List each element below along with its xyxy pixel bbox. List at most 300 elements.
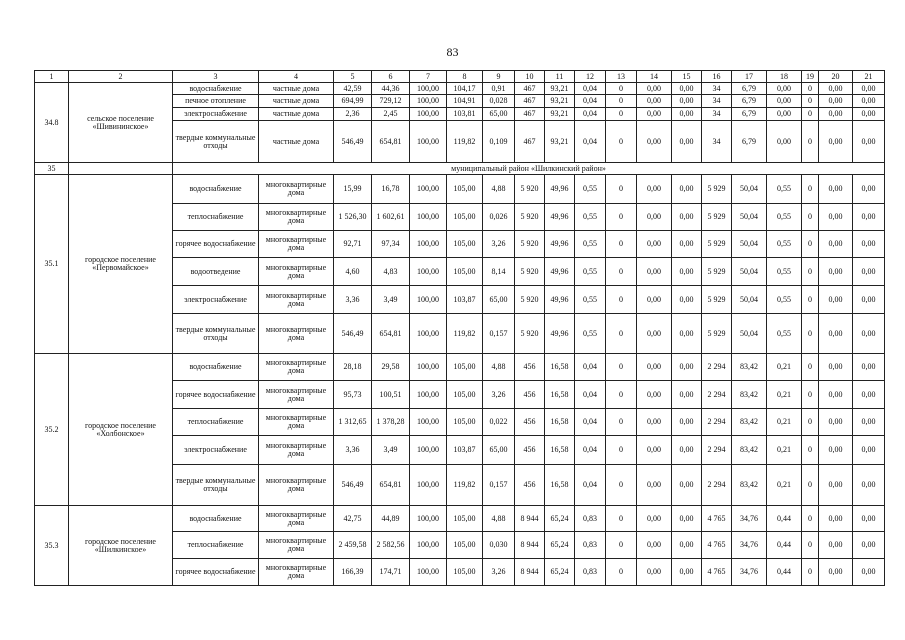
value-cell: 0,04	[575, 465, 606, 506]
settlement-number: 34.8	[35, 83, 69, 163]
value-cell: 0,00	[819, 231, 853, 258]
value-cell: 0,00	[672, 231, 702, 258]
settlement-name: сельское поселение «Шивининское»	[69, 83, 173, 163]
value-cell: 4,88	[483, 175, 515, 204]
section-title: муниципальный район «Шилкинский район»	[173, 163, 885, 175]
value-cell: 0,00	[637, 121, 672, 163]
value-cell: 0,00	[637, 108, 672, 121]
value-cell: 6,79	[732, 95, 767, 108]
value-cell: 1 378,28	[372, 409, 410, 436]
value-cell: 2 294	[702, 381, 732, 409]
value-cell: 100,51	[372, 381, 410, 409]
value-cell: 0,00	[853, 559, 885, 586]
service-type: теплоснабжение	[173, 204, 259, 231]
housing-type: многоквартирные дома	[259, 204, 334, 231]
service-type: водоснабжение	[173, 506, 259, 532]
value-cell: 3,49	[372, 286, 410, 314]
tariff-table	[34, 70, 885, 586]
value-cell: 0,00	[767, 95, 802, 108]
value-cell: 0,55	[575, 204, 606, 231]
value-cell: 44,89	[372, 506, 410, 532]
service-type: твердые коммунальные отходы	[173, 121, 259, 163]
value-cell: 3,26	[483, 231, 515, 258]
service-type: горячее водоснабжение	[173, 381, 259, 409]
value-cell: 0,00	[672, 354, 702, 381]
value-cell: 0	[606, 231, 637, 258]
value-cell: 0,00	[819, 409, 853, 436]
value-cell: 0,00	[637, 204, 672, 231]
value-cell: 50,04	[732, 175, 767, 204]
column-number: 9	[483, 71, 515, 83]
value-cell: 0	[606, 532, 637, 559]
value-cell: 0	[606, 175, 637, 204]
page-number: 83	[446, 45, 459, 59]
column-number: 6	[372, 71, 410, 83]
column-number: 5	[334, 71, 372, 83]
value-cell: 0,00	[853, 231, 885, 258]
value-cell: 5 920	[515, 231, 545, 258]
value-cell: 0,00	[672, 314, 702, 354]
value-cell: 0,00	[853, 409, 885, 436]
column-number: 17	[732, 71, 767, 83]
value-cell: 100,00	[410, 409, 447, 436]
value-cell: 34	[702, 83, 732, 95]
value-cell: 16,58	[545, 381, 575, 409]
value-cell: 83,42	[732, 354, 767, 381]
value-cell: 0,00	[819, 381, 853, 409]
value-cell: 0,00	[819, 108, 853, 121]
value-cell: 119,82	[447, 465, 483, 506]
value-cell: 93,21	[545, 121, 575, 163]
value-cell: 0	[802, 465, 819, 506]
value-cell: 0,21	[767, 465, 802, 506]
table-row	[35, 506, 885, 532]
value-cell: 0,00	[819, 83, 853, 95]
value-cell: 34,76	[732, 532, 767, 559]
value-cell: 28,18	[334, 354, 372, 381]
housing-type: многоквартирные дома	[259, 532, 334, 559]
housing-type: многоквартирные дома	[259, 465, 334, 506]
value-cell: 0,00	[819, 559, 853, 586]
value-cell: 16,78	[372, 175, 410, 204]
value-cell: 456	[515, 381, 545, 409]
value-cell: 103,87	[447, 436, 483, 465]
column-number: 7	[410, 71, 447, 83]
value-cell: 16,58	[545, 354, 575, 381]
value-cell: 4,60	[334, 258, 372, 286]
value-cell: 0,00	[637, 286, 672, 314]
value-cell: 0	[802, 231, 819, 258]
value-cell: 0,00	[853, 121, 885, 163]
value-cell: 93,21	[545, 108, 575, 121]
column-number: 10	[515, 71, 545, 83]
value-cell: 0,55	[575, 231, 606, 258]
value-cell: 654,81	[372, 121, 410, 163]
value-cell: 0,00	[819, 354, 853, 381]
value-cell: 0,00	[767, 83, 802, 95]
value-cell: 5 920	[515, 314, 545, 354]
value-cell: 4 765	[702, 559, 732, 586]
value-cell: 0,00	[767, 108, 802, 121]
value-cell: 65,24	[545, 506, 575, 532]
value-cell: 2 294	[702, 436, 732, 465]
value-cell: 0,00	[637, 231, 672, 258]
column-number: 19	[802, 71, 819, 83]
value-cell: 0	[606, 354, 637, 381]
value-cell: 0,55	[767, 204, 802, 231]
value-cell: 0,00	[637, 95, 672, 108]
value-cell: 100,00	[410, 559, 447, 586]
value-cell: 2 294	[702, 354, 732, 381]
value-cell: 119,82	[447, 314, 483, 354]
value-cell: 0,55	[767, 175, 802, 204]
value-cell: 456	[515, 354, 545, 381]
value-cell: 15,99	[334, 175, 372, 204]
value-cell: 0,55	[767, 258, 802, 286]
column-number: 11	[545, 71, 575, 83]
column-number: 20	[819, 71, 853, 83]
service-type: электроснабжение	[173, 436, 259, 465]
value-cell: 0	[802, 83, 819, 95]
value-cell: 65,00	[483, 286, 515, 314]
value-cell: 16,58	[545, 409, 575, 436]
value-cell: 100,00	[410, 314, 447, 354]
value-cell: 0,157	[483, 465, 515, 506]
value-cell: 0,00	[672, 532, 702, 559]
value-cell: 0,028	[483, 95, 515, 108]
value-cell: 0,00	[637, 258, 672, 286]
value-cell: 0,55	[575, 258, 606, 286]
value-cell: 0,04	[575, 83, 606, 95]
value-cell: 2 459,58	[334, 532, 372, 559]
value-cell: 0,00	[672, 83, 702, 95]
value-cell: 2,36	[334, 108, 372, 121]
value-cell: 49,96	[545, 258, 575, 286]
value-cell: 4,88	[483, 354, 515, 381]
value-cell: 93,21	[545, 83, 575, 95]
value-cell: 0,00	[853, 506, 885, 532]
value-cell: 0,026	[483, 204, 515, 231]
value-cell: 0,157	[483, 314, 515, 354]
settlement-number: 35.1	[35, 175, 69, 354]
value-cell: 8 944	[515, 559, 545, 586]
value-cell: 5 929	[702, 258, 732, 286]
housing-type: частные дома	[259, 83, 334, 95]
value-cell: 3,36	[334, 436, 372, 465]
value-cell: 4,83	[372, 258, 410, 286]
value-cell: 100,00	[410, 506, 447, 532]
value-cell: 0	[802, 95, 819, 108]
column-number: 2	[69, 71, 173, 83]
value-cell: 0,00	[853, 354, 885, 381]
value-cell: 0,55	[575, 314, 606, 354]
value-cell: 0,44	[767, 559, 802, 586]
header-row	[35, 71, 885, 83]
value-cell: 0,55	[575, 286, 606, 314]
value-cell: 0	[802, 381, 819, 409]
column-number: 1	[35, 71, 69, 83]
value-cell: 729,12	[372, 95, 410, 108]
value-cell: 0,00	[637, 314, 672, 354]
value-cell: 0,00	[853, 204, 885, 231]
value-cell: 0,00	[819, 121, 853, 163]
value-cell: 29,58	[372, 354, 410, 381]
value-cell: 42,59	[334, 83, 372, 95]
value-cell: 50,04	[732, 314, 767, 354]
value-cell: 16,58	[545, 436, 575, 465]
value-cell: 0,55	[767, 314, 802, 354]
value-cell: 0,00	[819, 314, 853, 354]
value-cell: 100,00	[410, 532, 447, 559]
value-cell: 0,83	[575, 559, 606, 586]
value-cell: 8,14	[483, 258, 515, 286]
value-cell: 49,96	[545, 175, 575, 204]
value-cell: 16,58	[545, 465, 575, 506]
service-type: твердые коммунальные отходы	[173, 314, 259, 354]
value-cell: 0	[606, 506, 637, 532]
value-cell: 105,00	[447, 506, 483, 532]
value-cell: 100,00	[410, 231, 447, 258]
value-cell: 0	[802, 409, 819, 436]
settlement-number: 35.3	[35, 506, 69, 586]
value-cell: 34	[702, 108, 732, 121]
section-row	[35, 163, 885, 175]
value-cell: 0,04	[575, 108, 606, 121]
column-number: 15	[672, 71, 702, 83]
value-cell: 105,00	[447, 532, 483, 559]
value-cell: 0,55	[767, 231, 802, 258]
value-cell: 0,21	[767, 354, 802, 381]
value-cell: 44,36	[372, 83, 410, 95]
value-cell: 0	[606, 314, 637, 354]
value-cell: 0,00	[853, 258, 885, 286]
value-cell: 1 312,65	[334, 409, 372, 436]
value-cell: 50,04	[732, 204, 767, 231]
value-cell: 467	[515, 95, 545, 108]
housing-type: многоквартирные дома	[259, 175, 334, 204]
value-cell: 0,04	[575, 409, 606, 436]
value-cell: 0,022	[483, 409, 515, 436]
value-cell: 0	[606, 409, 637, 436]
value-cell: 0	[802, 108, 819, 121]
value-cell: 95,73	[334, 381, 372, 409]
value-cell: 456	[515, 409, 545, 436]
value-cell: 0,00	[853, 436, 885, 465]
value-cell: 0,44	[767, 532, 802, 559]
value-cell: 0,00	[853, 286, 885, 314]
value-cell: 0,030	[483, 532, 515, 559]
value-cell: 83,42	[732, 436, 767, 465]
value-cell: 0,04	[575, 436, 606, 465]
service-type: водоснабжение	[173, 83, 259, 95]
value-cell: 0,00	[637, 532, 672, 559]
value-cell: 83,42	[732, 381, 767, 409]
value-cell: 2 582,56	[372, 532, 410, 559]
service-type: горячее водоснабжение	[173, 559, 259, 586]
value-cell: 103,87	[447, 286, 483, 314]
value-cell: 0,00	[767, 121, 802, 163]
value-cell: 0,00	[672, 108, 702, 121]
housing-type: многоквартирные дома	[259, 258, 334, 286]
housing-type: многоквартирные дома	[259, 354, 334, 381]
housing-type: многоквартирные дома	[259, 314, 334, 354]
column-number: 8	[447, 71, 483, 83]
value-cell: 0	[606, 108, 637, 121]
value-cell: 0	[802, 286, 819, 314]
value-cell: 546,49	[334, 121, 372, 163]
value-cell: 0	[802, 204, 819, 231]
service-type: теплоснабжение	[173, 409, 259, 436]
value-cell: 105,00	[447, 354, 483, 381]
value-cell: 5 929	[702, 314, 732, 354]
value-cell: 0	[606, 95, 637, 108]
value-cell: 0,55	[767, 286, 802, 314]
value-cell: 546,49	[334, 314, 372, 354]
value-cell: 0	[802, 314, 819, 354]
value-cell: 0,00	[853, 83, 885, 95]
value-cell: 2 294	[702, 465, 732, 506]
value-cell: 5 929	[702, 231, 732, 258]
value-cell: 104,91	[447, 95, 483, 108]
value-cell: 5 920	[515, 175, 545, 204]
value-cell: 2 294	[702, 409, 732, 436]
value-cell: 0	[606, 559, 637, 586]
value-cell: 0,00	[637, 175, 672, 204]
value-cell: 103,81	[447, 108, 483, 121]
value-cell: 0,00	[819, 465, 853, 506]
column-number: 16	[702, 71, 732, 83]
table-row	[35, 83, 885, 95]
value-cell: 49,96	[545, 286, 575, 314]
value-cell: 100,00	[410, 258, 447, 286]
value-cell: 3,26	[483, 381, 515, 409]
column-number: 21	[853, 71, 885, 83]
value-cell: 0,00	[637, 436, 672, 465]
value-cell: 0,21	[767, 381, 802, 409]
value-cell: 0,00	[853, 532, 885, 559]
value-cell: 49,96	[545, 231, 575, 258]
value-cell: 5 920	[515, 204, 545, 231]
value-cell: 0	[606, 121, 637, 163]
value-cell: 654,81	[372, 314, 410, 354]
value-cell: 4 765	[702, 506, 732, 532]
value-cell: 0	[802, 436, 819, 465]
value-cell: 4,88	[483, 506, 515, 532]
value-cell: 0,00	[637, 409, 672, 436]
value-cell: 5 920	[515, 286, 545, 314]
value-cell: 0,00	[672, 175, 702, 204]
housing-type: частные дома	[259, 95, 334, 108]
housing-type: частные дома	[259, 108, 334, 121]
value-cell: 34,76	[732, 506, 767, 532]
value-cell: 0	[606, 436, 637, 465]
value-cell: 65,00	[483, 436, 515, 465]
value-cell: 0,00	[853, 108, 885, 121]
value-cell: 0,00	[672, 381, 702, 409]
table-row	[35, 175, 885, 204]
value-cell: 694,99	[334, 95, 372, 108]
column-number: 18	[767, 71, 802, 83]
value-cell: 50,04	[732, 258, 767, 286]
value-cell: 8 944	[515, 532, 545, 559]
housing-type: многоквартирные дома	[259, 506, 334, 532]
table-row	[35, 354, 885, 381]
value-cell: 105,00	[447, 175, 483, 204]
section-number: 35	[35, 163, 69, 175]
value-cell: 456	[515, 436, 545, 465]
value-cell: 0	[606, 465, 637, 506]
value-cell: 0	[802, 559, 819, 586]
value-cell: 0,00	[637, 354, 672, 381]
value-cell: 65,24	[545, 532, 575, 559]
value-cell: 0,00	[819, 532, 853, 559]
value-cell: 0,00	[672, 286, 702, 314]
value-cell: 104,17	[447, 83, 483, 95]
value-cell: 0,00	[672, 506, 702, 532]
value-cell: 0,83	[575, 532, 606, 559]
housing-type: многоквартирные дома	[259, 286, 334, 314]
value-cell: 0	[606, 83, 637, 95]
value-cell: 0	[802, 121, 819, 163]
service-type: электроснабжение	[173, 108, 259, 121]
value-cell: 49,96	[545, 314, 575, 354]
service-type: водоснабжение	[173, 354, 259, 381]
value-cell: 0,00	[672, 258, 702, 286]
value-cell: 100,00	[410, 436, 447, 465]
value-cell: 100,00	[410, 204, 447, 231]
value-cell: 65,00	[483, 108, 515, 121]
value-cell: 100,00	[410, 354, 447, 381]
value-cell: 0,91	[483, 83, 515, 95]
value-cell: 0,00	[637, 465, 672, 506]
value-cell: 1 526,30	[334, 204, 372, 231]
value-cell: 0,00	[672, 436, 702, 465]
value-cell: 100,00	[410, 175, 447, 204]
value-cell: 0,00	[819, 286, 853, 314]
column-number: 12	[575, 71, 606, 83]
column-number: 13	[606, 71, 637, 83]
value-cell: 93,21	[545, 95, 575, 108]
settlement-number: 35.2	[35, 354, 69, 506]
value-cell: 3,49	[372, 436, 410, 465]
value-cell: 42,75	[334, 506, 372, 532]
value-cell: 0,00	[672, 409, 702, 436]
housing-type: многоквартирные дома	[259, 409, 334, 436]
service-type: водоснабжение	[173, 175, 259, 204]
value-cell: 34,76	[732, 559, 767, 586]
value-cell: 50,04	[732, 231, 767, 258]
value-cell: 467	[515, 83, 545, 95]
value-cell: 3,36	[334, 286, 372, 314]
value-cell: 65,24	[545, 559, 575, 586]
value-cell: 105,00	[447, 204, 483, 231]
value-cell: 4 765	[702, 532, 732, 559]
value-cell: 0,00	[637, 506, 672, 532]
value-cell: 0,00	[637, 559, 672, 586]
value-cell: 8 944	[515, 506, 545, 532]
value-cell: 0,04	[575, 121, 606, 163]
value-cell: 0,21	[767, 409, 802, 436]
value-cell: 3,26	[483, 559, 515, 586]
value-cell: 0,83	[575, 506, 606, 532]
value-cell: 105,00	[447, 381, 483, 409]
value-cell: 467	[515, 121, 545, 163]
value-cell: 0,00	[637, 381, 672, 409]
value-cell: 1 602,61	[372, 204, 410, 231]
value-cell: 100,00	[410, 83, 447, 95]
service-type: печное отопление	[173, 95, 259, 108]
value-cell: 0,00	[819, 95, 853, 108]
